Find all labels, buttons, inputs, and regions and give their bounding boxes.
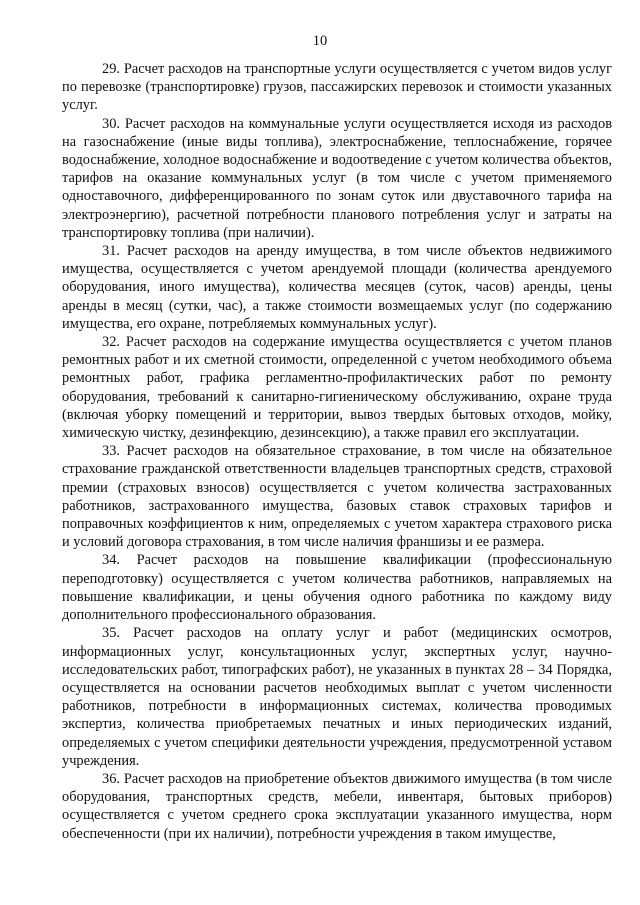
paragraph-30: 30. Расчет расходов на коммунальные услуги осуществляется исходя из расходов на газоснабжение (иные виды топлива), электроснабжение, теплоснабжение, горячее водоснабжение, холодное водоснабжение и водоотведение с учетом количества объектов, тарифов на оказание коммунальных услуг (в том числе с учетом применяемого одноставочного, дифференцированного по зонам суток или двуставочного тарифа на электроэнергию), расчетной потребности планового потребления услуг и затраты на транспортировку топлива (при наличии). [62,115,612,241]
paragraph-31: 31. Расчет расходов на аренду имущества, в том числе объектов недвижимого имущества, осуществляется с учетом арендуемой площади (количества арендуемого оборудования, иного имущества), количества месяцев (суток, часов) аренды, цены аренды в месяц (сутки, час), а также стоимости возмещаемых услуг (по содержанию имущества, его охране, потребляемых коммунальных услуг). [62,243,612,332]
paragraph-32: 32. Расчет расходов на содержание имущества осуществляется с учетом планов ремонтных работ и их сметной стоимости, определенной с учетом необходимого объема ремонтных работ, графика регламентно-профилактических работ по ремонту оборудования, требований к санитарно-гигиеническому обслуживанию, охране труда (включая уборку помещений и территории, вывоз твердых бытовых отходов, мойку, химическую чистку, дезинфекцию, дезинсекцию), а также правил его эксплуатации. [62,334,612,442]
page-number: 10 [312,33,328,49]
document-body [62,60,612,843]
paragraph-36: 36. Расчет расходов на приобретение объектов движимого имущества (в том числе оборудования, транспортных средств, мебели, инвентаря, бытовых приборов) осуществляется с учетом среднего срока эксплуатации указанного имущества, норм обеспеченности (при их наличии), потребности учреждения в таком имуществе, [62,770,612,842]
paragraph-33: 33. Расчет расходов на обязательное страхование, в том числе на обязательное страхование гражданской ответственности владельцев транспортных средств, страховой премии (страховых взносов) осуществляется с учетом количества застрахованных работников, застрахованного имущества, базовых ставок страховых тарифов и поправочных коэффициентов к ним, определяемых с учетом характера страхового риска и условий договора страхования, в том числе наличия франшизы и ее размера. [62,443,612,551]
paragraph-29: 29. Расчет расходов на транспортные услуги осуществляется с учетом видов услуг по перевозке (транспортировке) грузов, пассажирских перевозок и стоимости указанных услуг. [62,61,612,114]
paragraph-34: 34. Расчет расходов на повышение квалификации (профессиональную переподготовку) осуществляется с учетом количества работников, направляемых на повышение квалификации, и цены обучения одного работника по каждому виду дополнительного профессионального образования. [62,552,612,624]
paragraph-35: 35. Расчет расходов на оплату услуг и работ (медицинских осмотров, информационных услуг, консультационных услуг, экспертных услуг, научно-исследовательских работ, типографских работ), не указанных в пунктах 28 – 34 Порядка, осуществляется на основании расчетов необходимых выплат с учетом численности работников, потребности в информационных системах, количества проводимых экспертиз, количества приобретаемых печатных и иных периодических изданий, определяемых с учетом специфики деятельности учреждения, предусмотренной уставом учреждения. [62,625,612,769]
